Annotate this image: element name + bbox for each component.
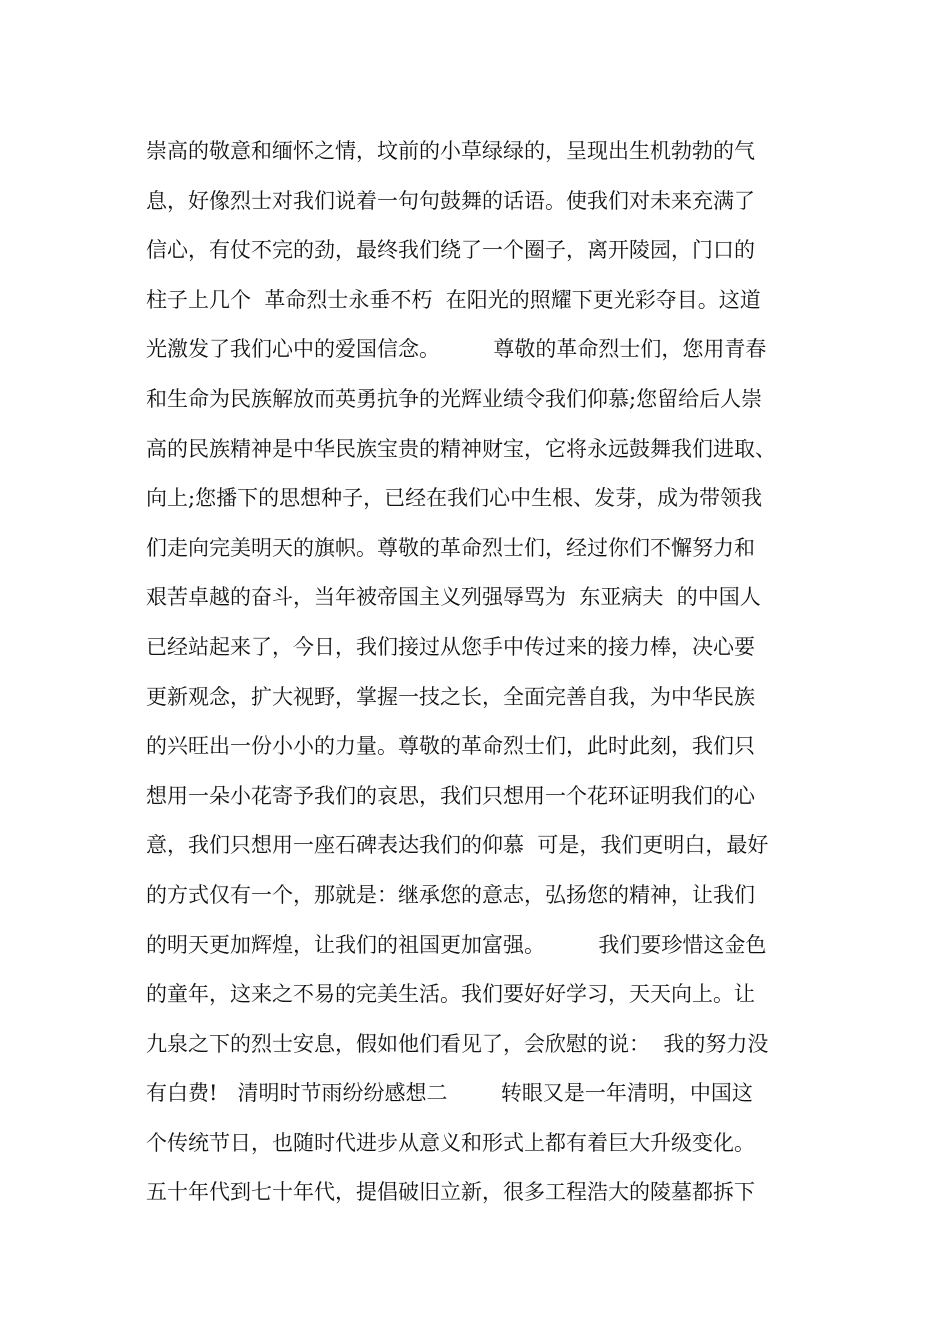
text-line: 向上;您播下的思想种子，已经在我们心中生根、发芽，成为带领我 xyxy=(146,486,763,511)
text-line: 已经站起来了，今日，我们接过从您手中传过来的接力棒，决心要 xyxy=(146,634,755,659)
text-line: 们走向完美明天的旗帜。尊敬的革命烈士们，经过你们不懈努力和 xyxy=(146,535,755,560)
text-line: 信心，有仗不完的劲，最终我们绕了一个圈子，离开陵园，门口的 xyxy=(146,238,755,263)
text-line: 的童年，这来之不易的完美生活。我们要好好学习，天天向上。让 xyxy=(146,982,755,1007)
text-line: 有白费! 清明时节雨纷纷感想二 转眼又是一年清明，中国这 xyxy=(146,1081,753,1106)
text-line: 的明天更加辉煌，让我们的祖国更加富强。 我们要珍惜这金色 xyxy=(146,932,767,957)
text-line: 想用一朵小花寄予我们的哀思，我们只想用一个花环证明我们的心 xyxy=(146,783,755,808)
text-line: 个传统节日，也随时代进步从意义和形式上都有着巨大升级变化。 xyxy=(146,1130,755,1155)
text-line: 意，我们只想用一座石碑表达我们的仰慕 可是，我们更明白，最好 xyxy=(146,833,769,858)
text-line: 的方式仅有一个，那就是：继承您的意志，弘扬您的精神，让我们 xyxy=(146,882,755,907)
text-line: 艰苦卓越的奋斗，当年被帝国主义列强辱骂为 东亚病夫 的中国人 xyxy=(146,585,761,610)
text-line: 的兴旺出一份小小的力量。尊敬的革命烈士们，此时此刻，我们只 xyxy=(146,734,755,759)
text-line: 息，好像烈士对我们说着一句句鼓舞的话语。使我们对未来充满了 xyxy=(146,188,755,213)
text-line: 五十年代到七十年代，提倡破旧立新，很多工程浩大的陵墓都拆下 xyxy=(146,1180,755,1205)
text-line: 更新观念，扩大视野，掌握一技之长，全面完善自我，为中华民族 xyxy=(146,684,755,709)
body-text xyxy=(146,131,846,1222)
text-line: 光激发了我们心中的爱国信念。 尊敬的革命烈士们，您用青春 xyxy=(146,337,767,362)
text-line: 柱子上几个 革命烈士永垂不朽 在阳光的照耀下更光彩夺目。这道 xyxy=(146,287,761,312)
text-line: 高的民族精神是中华民族宝贵的精神财宝，它将永远鼓舞我们进取、 xyxy=(146,436,776,461)
text-line: 崇高的敬意和缅怀之情，坟前的小草绿绿的，呈现出生机勃勃的气 xyxy=(146,139,755,163)
text-line: 九泉之下的烈士安息，假如他们看见了，会欣慰的说： 我的努力没 xyxy=(146,1031,769,1056)
text-line: 和生命为民族解放而英勇抗争的光辉业绩令我们仰慕;您留给后人崇 xyxy=(146,386,763,411)
